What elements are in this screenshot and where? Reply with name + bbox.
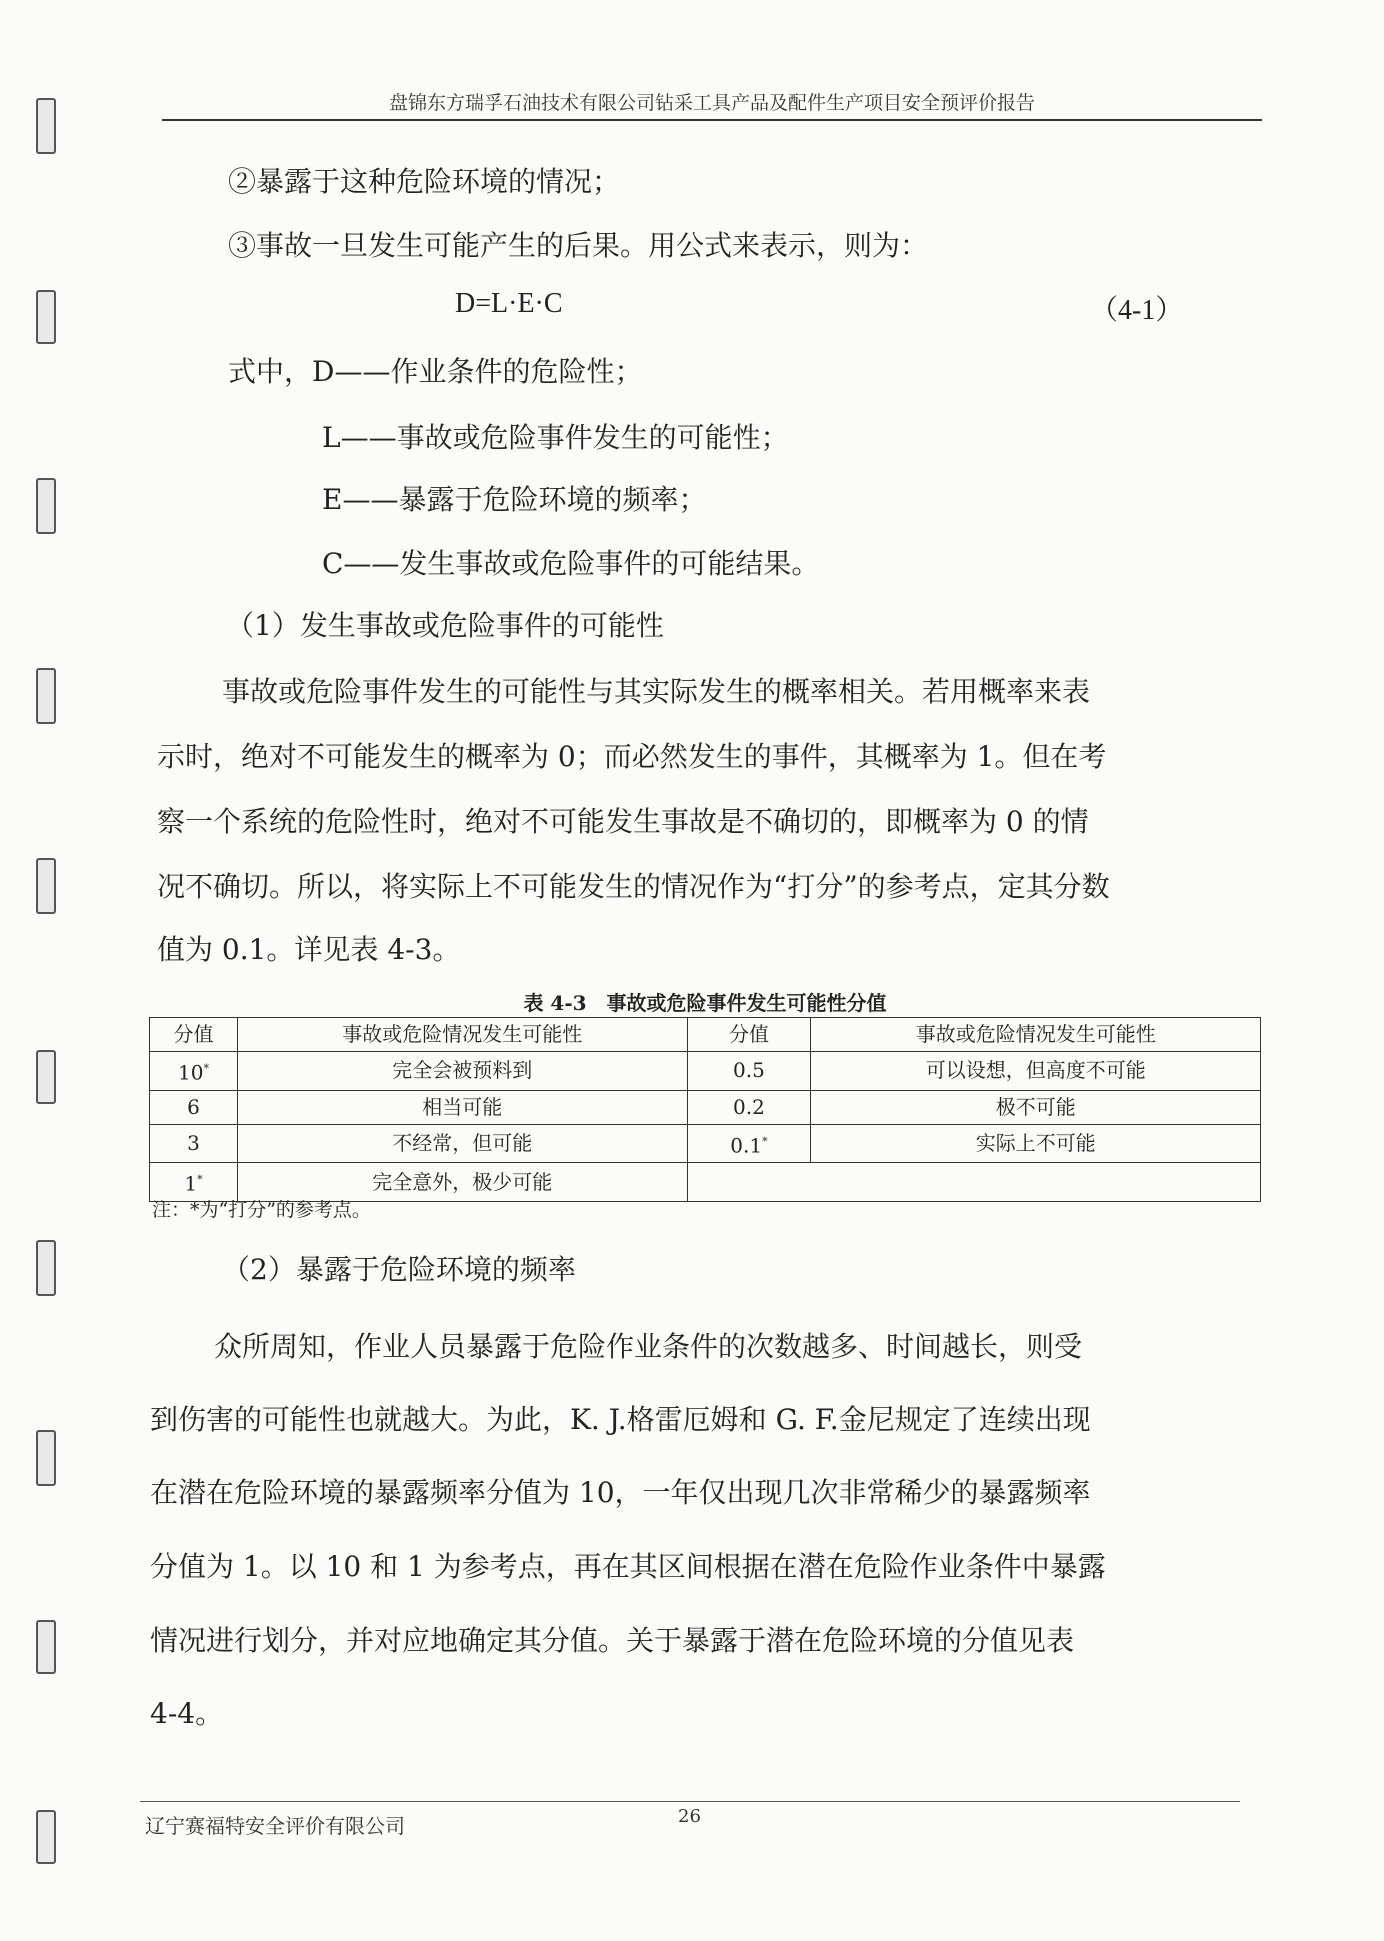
definition-e: E——暴露于危险环境的频率； bbox=[322, 483, 707, 516]
intro-item-2: ②暴露于这种危险环境的情况； bbox=[228, 165, 621, 198]
binder-mark bbox=[36, 98, 56, 154]
binder-mark bbox=[36, 1430, 56, 1486]
table-row bbox=[150, 1124, 1261, 1163]
table-cell: 0.5 bbox=[687, 1052, 811, 1091]
page-number: 26 bbox=[678, 1806, 701, 1827]
table-cell: 实际上不可能 bbox=[811, 1124, 1261, 1163]
table-header-cell: 分值 bbox=[687, 1018, 811, 1052]
binder-mark bbox=[36, 668, 56, 724]
formula-number: （4-1） bbox=[1090, 295, 1184, 326]
footer-company: 辽宁赛福特安全评价有限公司 bbox=[145, 1814, 405, 1838]
section-2-line: 分值为 1。以 10 和 1 为参考点，再在其区间根据在潜在危险作业条件中暴露 bbox=[150, 1550, 1106, 1583]
binder-mark bbox=[36, 1240, 56, 1296]
binder-mark bbox=[36, 1810, 56, 1864]
table-cell: 0.2 bbox=[687, 1090, 811, 1124]
table-row bbox=[150, 1090, 1261, 1124]
binder-mark bbox=[36, 858, 56, 914]
table-row bbox=[150, 1052, 1261, 1091]
formula-expression: D=L·E·C bbox=[455, 288, 563, 319]
table-cell bbox=[687, 1163, 1261, 1202]
section-1-heading: （1）发生事故或危险事件的可能性 bbox=[226, 609, 664, 642]
table-cell: 6 bbox=[150, 1090, 238, 1124]
header-rule bbox=[162, 119, 1262, 121]
definition-c: C——发生事故或危险事件的可能结果。 bbox=[322, 547, 820, 580]
score-value: 0.1 bbox=[730, 1133, 763, 1158]
table-cell bbox=[150, 1052, 238, 1091]
section-2-heading: （2）暴露于危险环境的频率 bbox=[222, 1253, 576, 1286]
table-cell: 可以设想，但高度不可能 bbox=[811, 1052, 1261, 1091]
section-2-line: 众所周知，作业人员暴露于危险作业条件的次数越多、时间越长，则受 bbox=[214, 1330, 1083, 1363]
section-1-line: 值为 0.1。详见表 4-3。 bbox=[157, 933, 461, 966]
table-cell: 完全意外，极少可能 bbox=[237, 1163, 687, 1202]
table-header-cell: 事故或危险情况发生可能性 bbox=[237, 1018, 687, 1052]
section-1-line: 事故或危险事件发生的可能性与其实际发生的概率相关。若用概率来表 bbox=[222, 675, 1091, 708]
score-value: 1 bbox=[184, 1171, 198, 1196]
definition-lead: 式中，D——作业条件的危险性； bbox=[228, 355, 643, 388]
table-cell: 不经常，但可能 bbox=[237, 1124, 687, 1163]
table-note: 注：*为“打分”的参考点。 bbox=[152, 1199, 371, 1221]
binder-mark bbox=[36, 1620, 56, 1674]
table-header-row bbox=[150, 1018, 1261, 1052]
reference-star: * bbox=[197, 1173, 203, 1187]
section-2-line: 情况进行划分，并对应地确定其分值。关于暴露于潜在危险环境的分值见表 bbox=[150, 1624, 1075, 1657]
section-1-line: 示时，绝对不可能发生的概率为 0；而必然发生的事件，其概率为 1。但在考 bbox=[157, 740, 1107, 773]
score-value: 10 bbox=[177, 1060, 204, 1085]
reference-star: * bbox=[762, 1134, 768, 1148]
section-2-line: 到伤害的可能性也就越大。为此，K. J.格雷厄姆和 G. F.金尼规定了连续出现 bbox=[150, 1403, 1091, 1436]
page-header: 盘锦东方瑞孚石油技术有限公司钻采工具产品及配件生产项目安全预评价报告 bbox=[388, 92, 1035, 114]
definition-l: L——事故或危险事件发生的可能性； bbox=[322, 421, 789, 454]
section-1-line: 况不确切。所以，将实际上不可能发生的情况作为“打分”的参考点，定其分数 bbox=[157, 870, 1110, 903]
table-header-cell: 分值 bbox=[150, 1018, 238, 1052]
binder-mark bbox=[36, 1050, 56, 1104]
footer-rule bbox=[140, 1801, 1240, 1802]
section-2-line: 在潜在危险环境的暴露频率分值为 10，一年仅出现几次非常稀少的暴露频率 bbox=[150, 1476, 1091, 1509]
table-caption: 表 4-3 事故或危险事件发生可能性分值 bbox=[523, 991, 887, 1015]
table-cell: 相当可能 bbox=[237, 1090, 687, 1124]
section-1-line: 察一个系统的危险性时，绝对不可能发生事故是不确切的，即概率为 0 的情 bbox=[157, 805, 1089, 838]
table-cell: 完全会被预料到 bbox=[237, 1052, 687, 1091]
probability-table bbox=[149, 1017, 1261, 1202]
table-cell: 3 bbox=[150, 1124, 238, 1163]
table-cell bbox=[687, 1124, 811, 1163]
intro-item-3: ③事故一旦发生可能产生的后果。用公式来表示，则为： bbox=[228, 229, 929, 262]
binder-mark bbox=[36, 290, 56, 344]
binder-mark bbox=[36, 478, 56, 534]
table-cell: 极不可能 bbox=[811, 1090, 1261, 1124]
section-2-line: 4-4。 bbox=[150, 1697, 224, 1730]
table-header-cell: 事故或危险情况发生可能性 bbox=[811, 1018, 1261, 1052]
reference-star: * bbox=[203, 1062, 209, 1075]
